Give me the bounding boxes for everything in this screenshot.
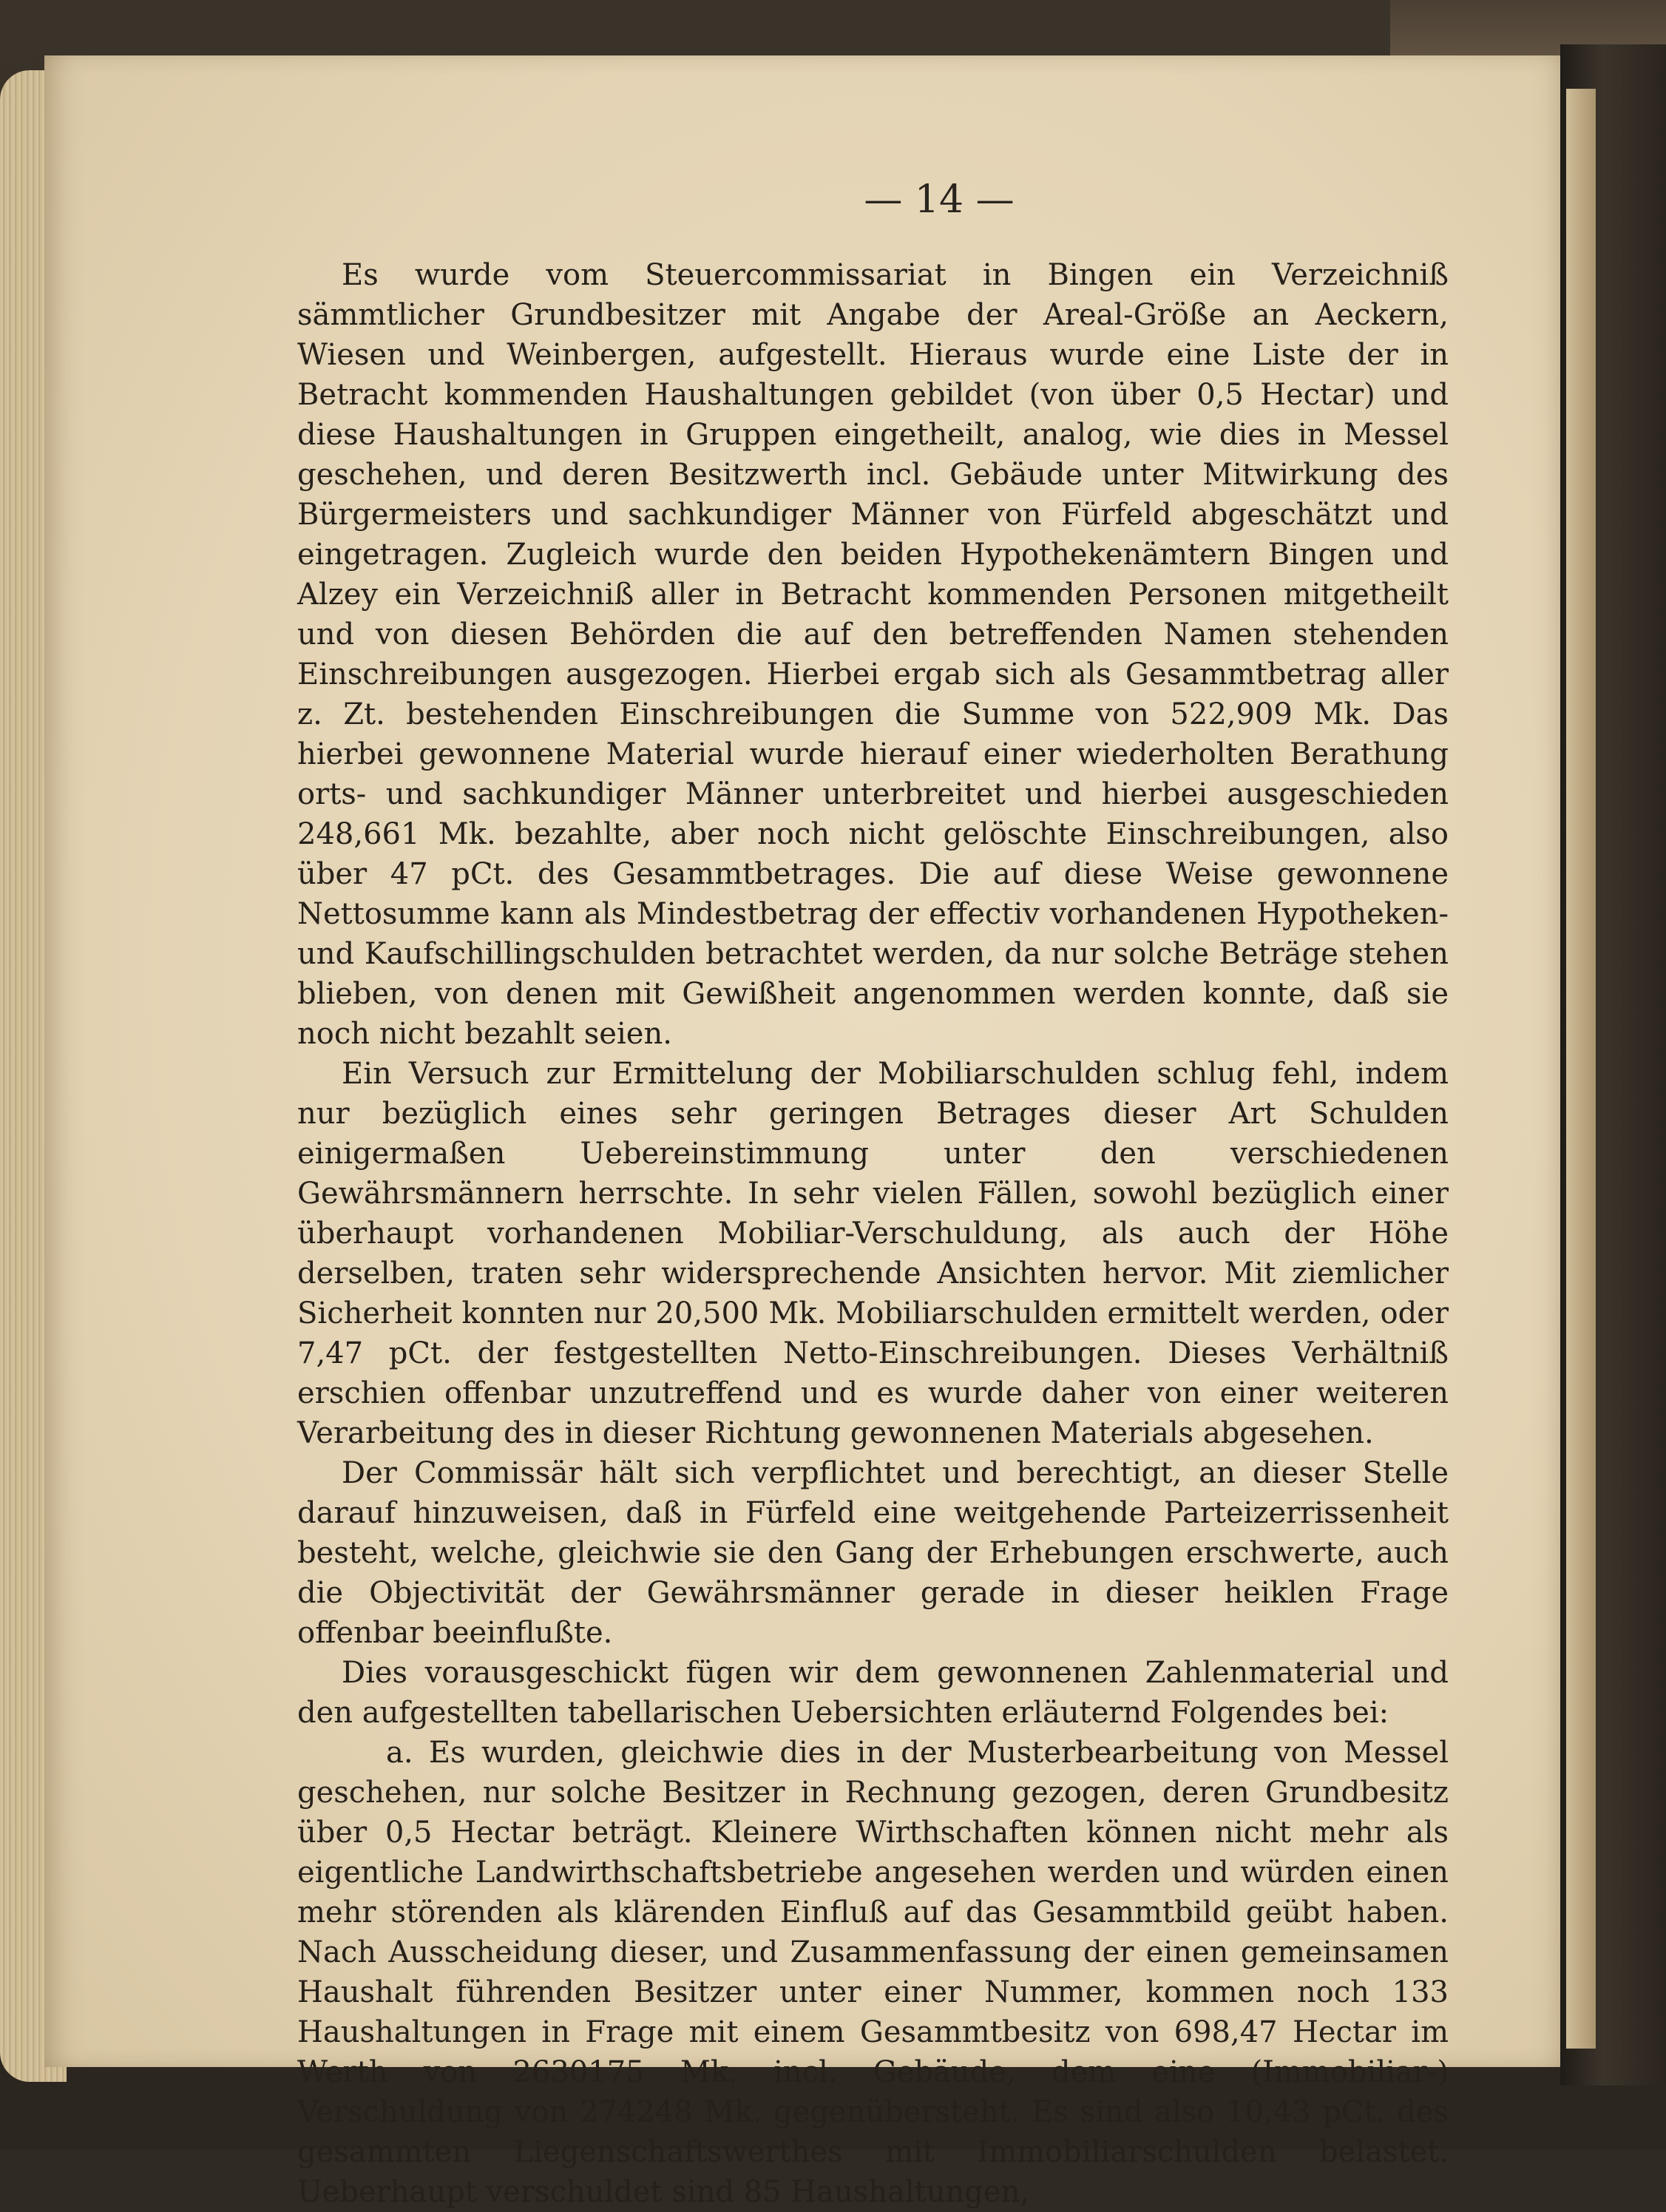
next-page-edge xyxy=(1566,89,1596,2049)
body-text xyxy=(297,255,1449,2212)
paragraph: Der Commissär hält sich verpflichtet und berechtigt, an dieser Stelle darauf hinzuweisen, daß in Fürfeld eine weitgehende Parteizerrissenheit besteht, welche, gleichwie sie den Gang der Erhebungen erschwerte, auch die Objectivität der Gewährsmänner gerade in dieser heiklen Frage offenbar beeinflußte. xyxy=(297,1456,1449,1650)
paragraph: Ein Versuch zur Ermittelung der Mobiliarschulden schlug fehl, indem nur bezüglich eines sehr geringen Betrages dieser Art Schulden einigermaßen Uebereinstimmung unter den verschiedenen Gewährsmännern herrschte. In sehr vielen Fällen, sowohl bezüglich einer überhaupt vorhandenen Mobiliar-Verschuldung, als auch der Höhe derselben, traten sehr widersprechende Ansichten hervor. Mit ziemlicher Sicherheit konnten nur 20,500 Mk. Mobiliarschulden ermittelt werden, oder 7,47 pCt. der festgestellten Netto-Einschreibungen. Dieses Verhältniß erschien offenbar unzutreffend und es wurde daher von einer weiteren Verarbeitung des in dieser Richtung gewonnenen Materials abgesehen. xyxy=(297,1057,1449,1450)
paragraph: Es wurde vom Steuercommissariat in Bingen ein Verzeichniß sämmtlicher Grundbesitzer mit Angabe der Areal-Größe an Aeckern, Wiesen und Weinbergen, aufgestellt. Hieraus wurde eine Liste der in Betracht kommenden Haushaltungen gebildet (von über 0,5 Hectar) und diese Haushaltungen in Gruppen eingetheilt, analog, wie dies in Messel geschehen, und deren Besitzwerth incl. Gebäude unter Mitwirkung des Bürgermeisters und sachkundiger Männer von Fürfeld abgeschätzt und eingetragen. Zugleich wurde den beiden Hypothekenämtern Bingen und Alzey ein Verzeichniß aller in Betracht kommenden Personen mitgetheilt und von diesen Behörden die auf den betreffenden Namen stehenden Einschreibungen ausgezogen. Hierbei ergab sich als Gesammtbetrag aller z. Zt. bestehenden Einschreibungen die Summe von 522,909 Mk. Das hierbei gewonnene Material wurde hierauf einer wiederholten Berathung orts- und sachkundiger Männer unterbreitet und hierbei ausgeschieden 248,661 Mk. bezahlte, aber noch nicht gelöschte Einschreibungen, also über 47 pCt. des Gesammtbetrages. Die auf diese Weise gewonnene Nettosumme kann als Mindestbetrag der effectiv vorhandenen Hypotheken- und Kaufschillingschulden betrachtet werden, da nur solche Beträge stehen blieben, von denen mit Gewißheit angenommen werden konnte, daß sie noch nicht bezahlt seien. xyxy=(297,258,1449,1051)
paragraph: Dies vorausgeschickt fügen wir dem gewonnenen Zahlenmaterial und den aufgestellten tabellarischen Uebersichten erläuternd Folgendes bei: xyxy=(297,1656,1449,1730)
page-number: — 14 — xyxy=(864,177,1015,222)
list-item-a: a. Es wurden, gleichwie dies in der Musterbearbeitung von Messel geschehen, nur solche Besitzer in Rechnung gezogen, deren Grundbesitz über 0,5 Hectar beträgt. Kleinere Wirthschaften können nicht mehr als eigentliche Landwirthschaftsbetriebe angesehen werden und würden einen mehr störenden als klärenden Einfluß auf das Gesammtbild geübt haben. Nach Ausscheidung dieser, und Zusammenfassung der einen gemeinsamen Haushalt führenden Besitzer unter einer Nummer, kommen noch 133 Haushaltungen in Frage mit einem Gesammtbesitz von 698,47 Hectar im Werth von 2630175 Mk. incl. Gebäude, dem eine (Immobiliar-) Verschuldung von 274248 Mk. gegenübersteht. Es sind also 10,43 pCt. des gesammten Liegenschaftswerthes mit Immobiliarschulden belastet. Ueberhaupt verschuldet sind 85 Haushaltungen, xyxy=(297,1736,1449,2209)
